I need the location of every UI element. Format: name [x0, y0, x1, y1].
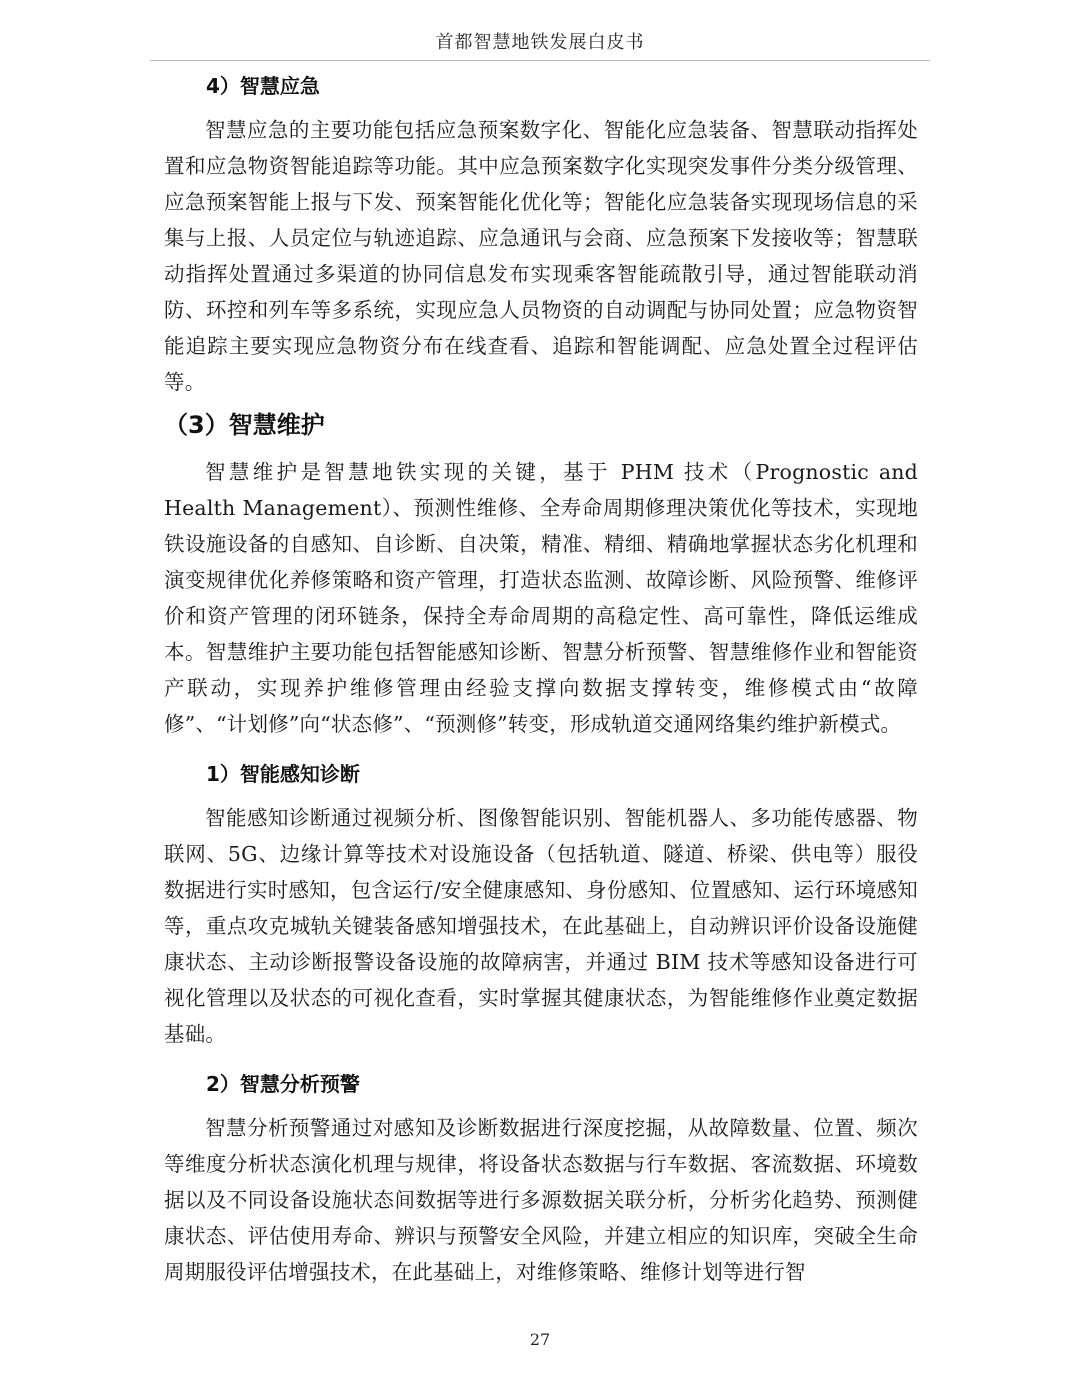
header-divider [150, 60, 930, 61]
paragraph-smart-maintenance: 智慧维护是智慧地铁实现的关键，基于 PHM 技术（Prognostic and Health Management）、预测性维修、全寿命周期修理决策优化等技术，实现地铁设施设备的自感知、自诊断、自决策，精准、精细、精确地掌握状态劣化机理和演变规律优化养修策略和资产管理，打造状态监测、故障诊断、风险预警、维修评价和资产管理的闭环链条，保持全寿命周期的高稳定性、高可靠性，降低运维成本。智慧维护主要功能包括智能感知诊断、智慧分析预警、智慧维修作业和智能资产联动，实现养护维修管理由经验支撑向数据支撑转变，维修模式由“故障修”、“计划修”向“状态修”、“预测修”转变，形成轨道交通网络集约维护新模式。 [164, 460, 918, 736]
paragraph-intelligent-perception: 智能感知诊断通过视频分析、图像智能识别、智能机器人、多功能传感器、物联网、5G、边缘计算等技术对设施设备（包括轨道、隧道、桥梁、供电等）服役数据进行实时感知，包含运行/安全健康感知、身份感知、位置感知、运行环境感知等，重点攻克城轨关键装备感知增强技术，在此基础上，自动辨识评价设备设施健康状态、主动诊断报警设备设施的故障病害，并通过 BIM 技术等感知设备进行可视化管理以及状态的可视化查看，实时掌握其健康状态，为智能维修作业奠定数据基础。 [164, 806, 918, 1046]
heading-intelligent-perception: 1）智能感知诊断 [206, 762, 360, 786]
heading-smart-analysis: 2）智慧分析预警 [206, 1072, 360, 1096]
paragraph-smart-emergency: 智慧应急的主要功能包括应急预案数字化、智能化应急装备、智慧联动指挥处置和应急物资智能追踪等功能。其中应急预案数字化实现突发事件分类分级管理、应急预案智能上报与下发、预案智能化优化等；智能化应急装备实现现场信息的采集与上报、人员定位与轨迹追踪、应急通讯与会商、应急预案下发接收等；智慧联动指挥处置通过多渠道的协同信息发布实现乘客智能疏散引导，通过智能联动消防、环控和列车等多系统，实现应急人员物资的自动调配与协同处置；应急物资智能追踪主要实现应急物资分布在线查看、追踪和智能调配、应急处置全过程评估等。 [164, 118, 918, 394]
heading-smart-maintenance: （3）智慧维护 [164, 411, 325, 439]
heading-smart-emergency: 4）智慧应急 [206, 74, 320, 98]
paragraph-smart-analysis: 智慧分析预警通过对感知及诊断数据进行深度挖掘，从故障数量、位置、频次等维度分析状态演化机理与规律，将设备状态数据与行车数据、客流数据、环境数据以及不同设备设施状态间数据等进行多源数据关联分析，分析劣化趋势、预测健康状态、评估使用寿命、辨识与预警安全风险，并建立相应的知识库，突破全生命周期服役评估增强技术，在此基础上，对维修策略、维修计划等进行智 [164, 1116, 918, 1284]
page-number: 27 [529, 1330, 551, 1349]
running-header: 首都智慧地铁发展白皮书 [435, 32, 645, 53]
page-body [164, 66, 918, 1290]
